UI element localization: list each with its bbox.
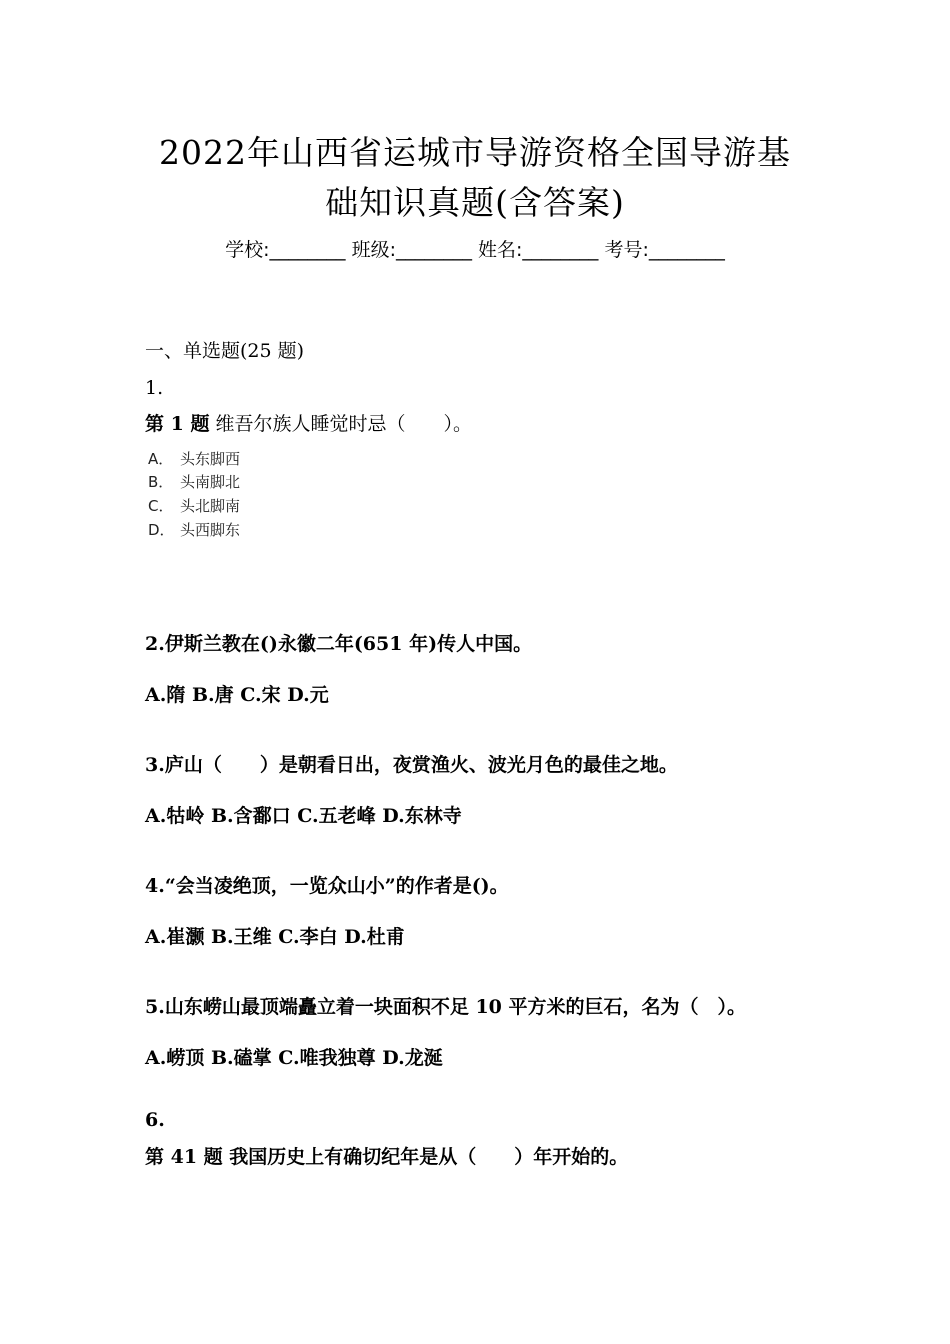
- question-1-option-b: [145, 471, 240, 493]
- section-heading: 一、单选题(25 题): [145, 340, 305, 362]
- question-1-number: 1.: [145, 377, 164, 399]
- question-4-answers: A.崔灏 B.王维 C.李白 D.杜甫: [145, 926, 405, 948]
- question-1-option-a: [145, 448, 240, 470]
- question-5-answers: A.崂顶 B.磕掌 C.唯我独尊 D.龙涎: [145, 1047, 443, 1069]
- question-1-option-c: [145, 495, 240, 517]
- question-1-body: 维吾尔族人睡觉时忌（ ）。: [215, 413, 473, 435]
- class-field: 班级:________: [351, 239, 472, 261]
- option-text: 头北脚南: [180, 497, 241, 515]
- school-field: 学校:________: [225, 239, 346, 261]
- question-6-number: 6.: [145, 1109, 165, 1131]
- option-letter: D．: [148, 521, 175, 539]
- exam-number-field: 考号:________: [604, 239, 725, 261]
- option-text: 头南脚北: [180, 473, 241, 491]
- option-letter: C．: [148, 497, 174, 515]
- page-title-line-2: 础知识真题(含答案): [325, 183, 625, 222]
- question-1-prefix: 第 1 题: [145, 413, 210, 435]
- name-field: 姓名:________: [478, 239, 599, 261]
- question-1-option-d: [145, 519, 240, 541]
- question-3-answers: A.牯岭 B.含鄱口 C.五老峰 D.东林寺: [145, 805, 462, 827]
- option-letter: A．: [148, 450, 174, 468]
- question-2-text: 2.伊斯兰教在()永徽二年(651 年)传人中国。: [145, 633, 533, 655]
- option-text: 头西脚东: [180, 521, 241, 539]
- question-5-text: 5.山东崂山最顶端矗立着一块面积不足 10 平方米的巨石，名为（ ）。: [145, 996, 747, 1018]
- question-1-text: [145, 410, 472, 438]
- student-info-line: [0, 236, 950, 264]
- question-3-text: 3.庐山（ ）是朝看日出，夜赏渔火、波光月色的最佳之地。: [145, 754, 678, 776]
- option-letter: B．: [148, 473, 174, 491]
- page-title-line-1: 2022年山西省运城市导游资格全国导游基: [159, 133, 791, 172]
- option-text: 头东脚西: [180, 450, 241, 468]
- question-6-text: 第 41 题 我国历史上有确切纪年是从（ ）年开始的。: [145, 1146, 629, 1168]
- question-4-text: 4.“会当凌绝顶，一览众山小”的作者是()。: [145, 875, 509, 897]
- question-2-answers: A.隋 B.唐 C.宋 D.元: [145, 684, 329, 706]
